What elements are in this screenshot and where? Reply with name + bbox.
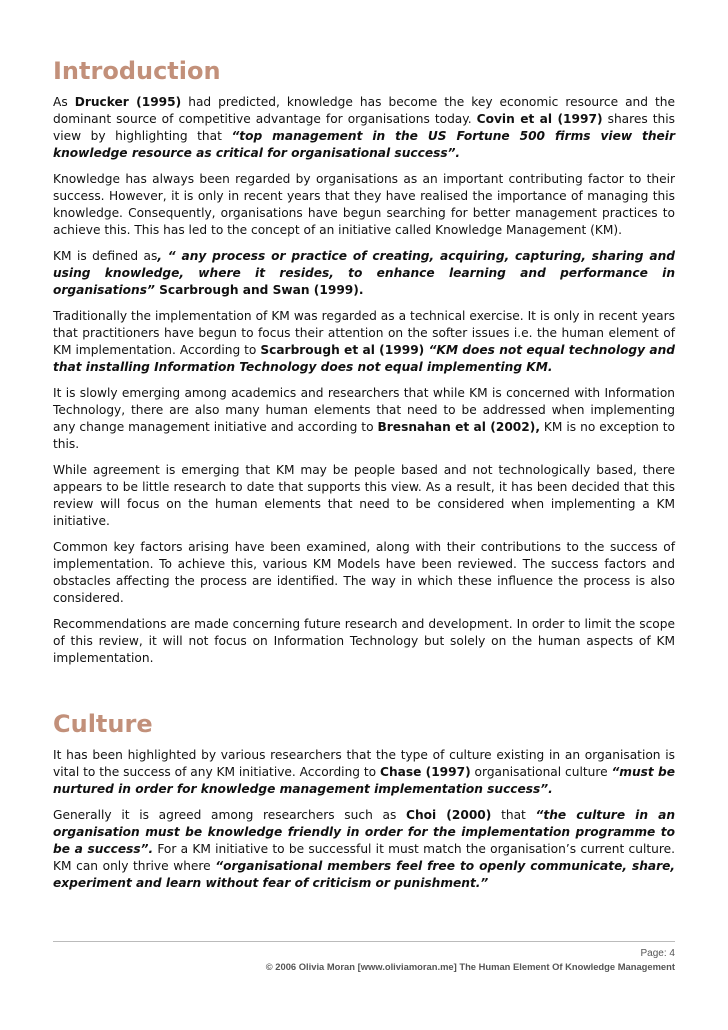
copyright-notice: © 2006 Olivia Moran [www.oliviamoran.me] The Human Element Of Knowledge Management — [265, 961, 675, 972]
intro-paragraph-7: Common key factors arising have been examined, along with their contributions to the success of implementation. To achieve this, various KM Models have been reviewed. The success factors and obstacles affecting the process are identified. The way in which these influence the process is also considered. — [53, 540, 675, 605]
citation-chase: Chase (1997) — [380, 765, 471, 779]
introduction-heading: Introduction — [53, 57, 221, 85]
citation-bresnahan: Bresnahan et al (2002), — [377, 420, 540, 434]
intro-paragraph-2: Knowledge has always been regarded by organisations as an important contributing factor to their success. However, it is only in recent years that they have realised the importance of managing this knowledge. Consequently, organisations have begun searching for better management practices to achieve this. This has led to the concept of an initiative called Knowledge Management (KM). — [53, 172, 675, 237]
intro-paragraph-3: KM is defined as, “ any process or practice of creating, acquiring, capturing, sharing and using knowledge, where it resides, to enhance learning and performance in organisations” Scarbrough and Swan (1999). — [53, 249, 675, 297]
quote-choi: “the culture in an organisation must be knowledge friendly in order for the implementation programme to be a success”. — [53, 808, 675, 856]
quote-chase: “must be nurtured in order for knowledge management implementation success”. — [53, 765, 675, 796]
citation-scarbrough-et-al: Scarbrough et al (1999) — [260, 343, 425, 357]
quote-scarbrough: “KM does not equal technology and that installing Information Technology does not equal implementing KM. — [53, 343, 675, 374]
quote-organisational-members: “organisational members feel free to openly communicate, share, experiment and learn without fear of criticism or punishment.” — [53, 859, 676, 890]
culture-paragraph-2: Generally it is agreed among researchers such as Choi (2000) that “the culture in an organisation must be knowledge friendly in order for the implementation programme to be a success”. For a KM initiative to be successful it must match the organisation’s current culture. KM can only thrive where “organisational members feel free to openly communicate, share, experiment and learn without fear of criticism or punishment.” — [53, 808, 676, 890]
citation-drucker: Drucker (1995) — [74, 95, 182, 109]
citation-scarbrough-swan: Scarbrough and Swan (1999). — [154, 283, 364, 297]
culture-heading: Culture — [53, 710, 153, 738]
intro-paragraph-4: Traditionally the implementation of KM was regarded as a technical exercise. It is only in recent years that practitioners have begun to focus their attention on the softer issues i.e. the human element of KM implementation. According to Scarbrough et al (1999) “KM does not equal technology and that installing Information Technology does not equal implementing KM. — [53, 309, 675, 374]
page-footer — [53, 941, 675, 973]
quote-covin: “top management in the US Fortune 500 firms view their knowledge resource as critical for organisational success”. — [53, 129, 675, 160]
intro-paragraph-8: Recommendations are made concerning future research and development. In order to limit the scope of this review, it will not focus on Information Technology but solely on the human aspects of KM implementation. — [53, 617, 675, 665]
intro-paragraph-6: While agreement is emerging that KM may be people based and not technologically based, there appears to be little research to date that supports this view. As a result, it has been decided that this review will focus on the human elements that need to be considered when implementing a KM initiative. — [53, 463, 675, 528]
citation-choi: Choi (2000) — [406, 808, 492, 822]
intro-paragraph-5: It is slowly emerging among academics and researchers that while KM is concerned with Information Technology, there are also many human elements that need to be addressed when implementing any change management initiative and according to Bresnahan et al (2002), KM is no exception to this. — [53, 386, 675, 451]
citation-covin: Covin et al (1997) — [476, 112, 603, 126]
culture-paragraph-1: It has been highlighted by various researchers that the type of culture existing in an organisation is vital to the success of any KM initiative. According to Chase (1997) organisational culture “must be nurtured in order for knowledge management implementation success”. — [53, 748, 675, 796]
quote-km-definition: , “ any process or practice of creating, acquiring, capturing, sharing and using knowledge, where it resides, to enhance learning and performance in organisations” — [53, 249, 675, 297]
page-number: Page: 4 — [640, 948, 675, 959]
intro-paragraph-1: As Drucker (1995) had predicted, knowledge has become the key economic resource and the dominant source of competitive advantage for organisations today. Covin et al (1997) shares this view by highlighting that “top management in the US Fortune 500 firms view their knowledge resource as critical for organisational success”. — [53, 95, 676, 160]
